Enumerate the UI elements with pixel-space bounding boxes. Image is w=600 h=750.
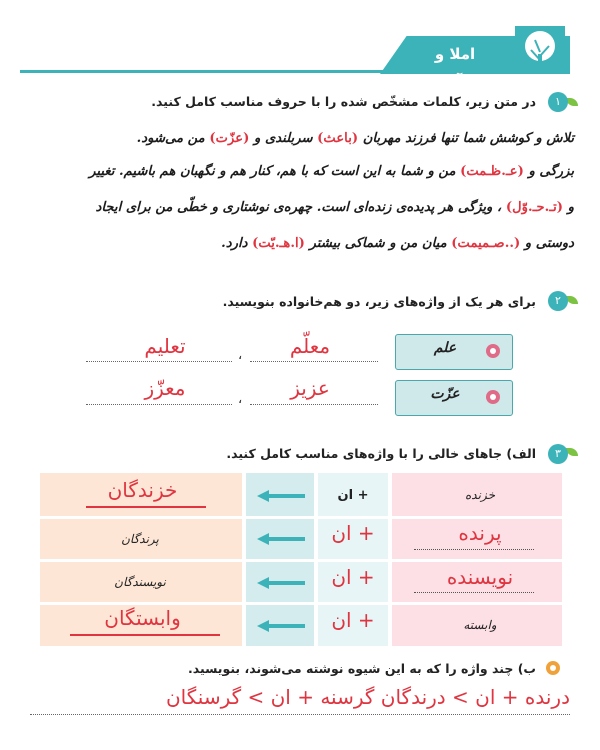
separator: ، — [238, 392, 243, 407]
answer-line — [414, 592, 534, 593]
q1-answer: (باعث) — [317, 131, 359, 146]
arrow-left-icon — [255, 532, 307, 546]
arrow-left-icon — [255, 576, 307, 590]
result-word: نویسندگان — [114, 575, 166, 589]
answer-line — [30, 714, 570, 715]
q3b-instruction: ب) چند واژه را که به این شیوه نوشته می‌شوند، بنویسید. — [188, 661, 536, 676]
base-handwritten: نویسنده — [446, 565, 514, 589]
q1-line-2: بزرگی و (عـ.ظـمت) من و شما به این است که با هم، کنار هم و نگهبان هم باشیم. تغییر — [89, 164, 574, 179]
suffix-handwritten: + ان — [331, 608, 375, 632]
q1-answer: (..صـمیمت) — [451, 236, 521, 251]
q1-line-3: و (تـ.حـ.وّل) ، ویژگی هر پدیده‌ی زنده‌ای است. چهره‌ی نوشتاری و خطّی من برای ایجاد — [95, 200, 574, 215]
q1-answer: (ا.هـ.یّت) — [252, 236, 305, 251]
answer-handwritten: معلّم — [289, 334, 331, 358]
q1-answer: (عـ.ظـمت) — [460, 164, 524, 179]
tree-icon — [515, 26, 565, 74]
q3b-answer-handwritten: درنده + ان > درندگان گرسنه + ان > گرسنگان — [165, 685, 570, 709]
flower-icon — [485, 389, 501, 405]
q1-answer: (تـ.حـ.وّل) — [505, 200, 564, 215]
suffix-handwritten: + ان — [331, 521, 375, 545]
question-number: ۳ — [548, 444, 568, 464]
suffix-handwritten: + ان — [331, 565, 375, 589]
answer-handwritten: تعلیم — [144, 334, 186, 358]
answer-line — [250, 361, 378, 362]
arrow-left-icon — [255, 489, 307, 503]
base-word: وابسته — [463, 618, 497, 632]
flower-icon — [545, 660, 561, 676]
row-divider — [40, 559, 562, 562]
separator: ، — [238, 348, 243, 363]
question-number: ۲ — [548, 291, 568, 311]
handwritten-underline — [86, 506, 206, 508]
q1-line-4: دوستی و (..صـمیمت) میان من و شماکی بیشتر (ا.هـ.یّت) دارد. — [221, 236, 574, 251]
row-divider — [40, 602, 562, 605]
flower-icon — [485, 343, 501, 359]
result-handwritten: خزندگان — [107, 478, 178, 502]
result-word: پرندگان — [121, 532, 159, 546]
answer-handwritten: معزّز — [144, 376, 186, 400]
q3a-instruction: الف) جاهای خالی را با واژه‌های مناسب کامل کنید. — [226, 446, 536, 461]
suffix: + ان — [337, 488, 369, 503]
result-handwritten: وابستگان — [104, 606, 181, 630]
question-number: ۱ — [548, 92, 568, 112]
word-label: عزّت — [430, 386, 460, 402]
base-word: خزنده — [465, 488, 495, 502]
row-divider — [40, 516, 562, 519]
q2-instruction: برای هر یک از واژه‌های زیر، دو هم‌خانواده بنویسید. — [222, 294, 536, 309]
answer-line — [86, 361, 232, 362]
base-handwritten: پرنده — [458, 521, 502, 545]
word-label: علم — [433, 340, 457, 356]
page-title: املا و واژه‌آموزی — [415, 45, 495, 91]
q1-instruction: در متن زیر، کلمات مشخّص شده را با حروف مناسب کامل کنید. — [151, 94, 536, 109]
q1-line-1: تلاش و کوشش شما تنها فرزند مهربان (باعث) سربلندی و (عزّت) من می‌شود. — [136, 131, 574, 146]
handwritten-underline — [70, 634, 220, 636]
answer-line — [250, 404, 378, 405]
q1-answer: (عزّت) — [209, 131, 250, 146]
answer-line — [414, 549, 534, 550]
arrow-left-icon — [255, 619, 307, 633]
answer-handwritten: عزیز — [290, 376, 330, 400]
answer-line — [86, 404, 232, 405]
